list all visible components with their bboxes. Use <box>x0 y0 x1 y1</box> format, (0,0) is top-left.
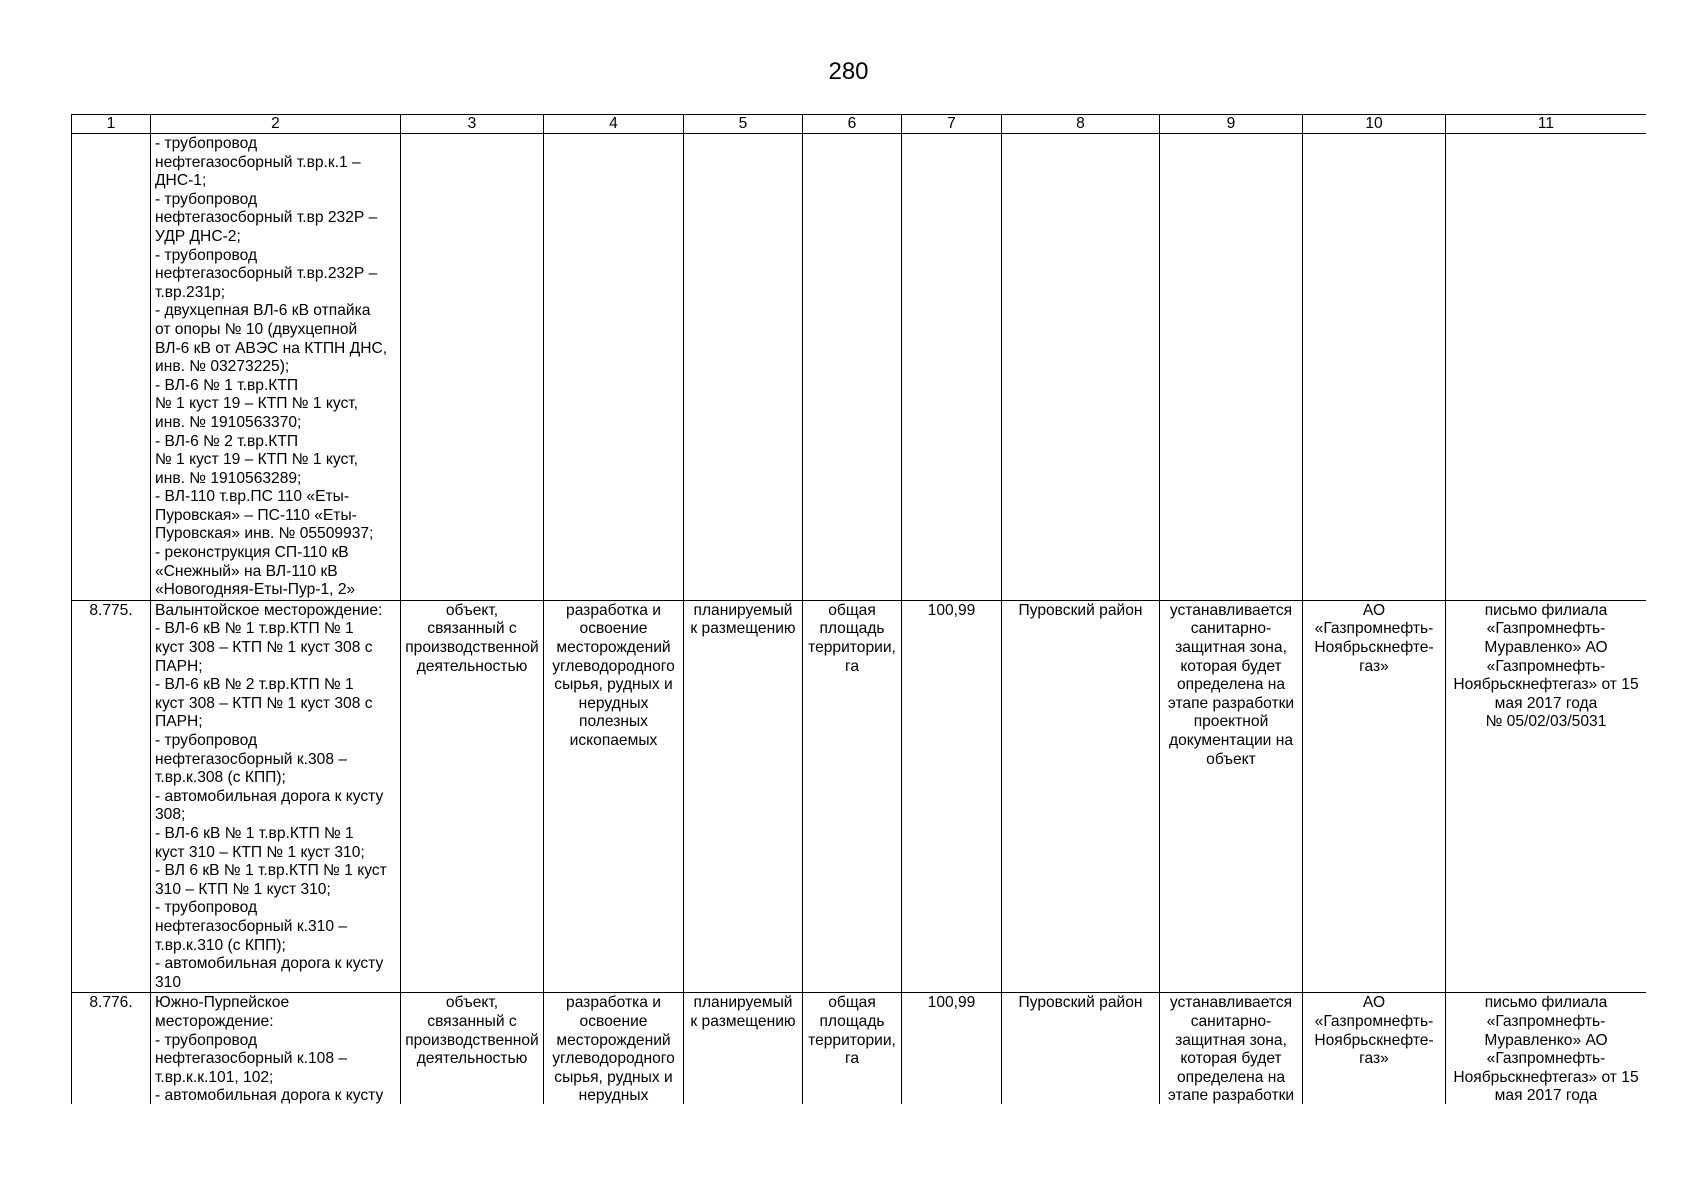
object-description-cell: - трубопровод нефтегазосборный т.вр.к.1 – ДНС-1; - трубопровод нефтегазосборный т.вр 232Р – УДР ДНС-2; - трубопровод нефтегазосборный т.вр.232Р – т.вр.231р; - двухцепная ВЛ-6 кВ отпайка от опоры № 10 (двухцепной ВЛ-6 кВ от АВЭС на КТПН ДНС, инв. № 03273225); - ВЛ-6 № 1 т.вр.КТП № 1 куст 19 – КТП № 1 куст, инв. № 1910563370; - ВЛ-6 № 2 т.вр.КТП № 1 куст 19 – КТП № 1 куст, инв. № 1910563289; - ВЛ-110 т.вр.ПС 110 «Еты- Пуровская» – ПС-110 «Еты- Пуровская» инв. № 05509937; - реконструкция СП-110 кВ «Снежный» на ВЛ-110 кВ «Новогодняя-Еты-Пур-1, 2» <box>151 134 401 601</box>
column-header: 9 <box>1160 115 1303 134</box>
location-cell: Пуровский район <box>1002 600 1160 992</box>
object-description-cell: Валынтойское месторождение: - ВЛ-6 кВ № 1 т.вр.КТП № 1 куст 308 – КТП № 1 куст 308 с ПАРН; - ВЛ-6 кВ № 2 т.вр.КТП № 1 куст 308 – КТП № 1 куст 308 с ПАРН; - трубопровод нефтегазосборный к.308 – т.вр.к.308 (с КПП); - автомобильная дорога к кусту 308; - ВЛ-6 кВ № 1 т.вр.КТП № 1 куст 310 – КТП № 1 куст 310; - ВЛ 6 кВ № 1 т.вр.КТП № 1 куст 310 – КТП № 1 куст 310; - трубопровод нефтегазосборный к.310 – т.вр.к.310 (с КПП); - автомобильная дорога к кусту 310 <box>151 600 401 992</box>
table-row <box>72 600 1647 992</box>
purpose-cell <box>544 134 684 601</box>
object-type-cell: объект, связанный с производственной деятельностью <box>401 993 544 1104</box>
table-row <box>72 134 1647 601</box>
parameter-cell <box>803 134 902 601</box>
purpose-cell: разработка и освоение месторождений углеводородного сырья, рудных и нерудных <box>544 993 684 1104</box>
status-cell: планируемый к размещению <box>684 600 803 992</box>
source-cell <box>1446 134 1647 601</box>
column-header: 10 <box>1303 115 1446 134</box>
status-cell <box>684 134 803 601</box>
location-cell <box>1002 134 1160 601</box>
document-table <box>71 114 1646 1104</box>
value-cell <box>902 134 1002 601</box>
column-header: 4 <box>544 115 684 134</box>
object-description-cell: Южно-Пурпейское месторождение: - трубопровод нефтегазосборный к.108 – т.вр.к.к.101, 102; - автомобильная дорога к кусту <box>151 993 401 1104</box>
table-row <box>72 993 1647 1104</box>
column-header: 11 <box>1446 115 1647 134</box>
value-cell: 100,99 <box>902 993 1002 1104</box>
zone-cell <box>1160 134 1303 601</box>
source-cell: письмо филиала «Газпромнефть- Муравленко» АО «Газпромнефть- Ноябрьскнефтегаз» от 15 мая 2017 года <box>1446 993 1647 1104</box>
value-cell: 100,99 <box>902 600 1002 992</box>
zone-cell: устанавливается санитарно- защитная зона, которая будет определена на этапе разработки проектной документации на объект <box>1160 600 1303 992</box>
purpose-cell: разработка и освоение месторождений углеводородного сырья, рудных и нерудных полезных ископаемых <box>544 600 684 992</box>
column-header: 1 <box>72 115 151 134</box>
object-type-cell <box>401 134 544 601</box>
table-header-row <box>72 115 1647 134</box>
column-header: 8 <box>1002 115 1160 134</box>
column-header: 6 <box>803 115 902 134</box>
row-number-cell: 8.775. <box>72 600 151 992</box>
location-cell: Пуровский район <box>1002 993 1160 1104</box>
column-header: 3 <box>401 115 544 134</box>
parameter-cell: общая площадь территории, га <box>803 993 902 1104</box>
status-cell: планируемый к размещению <box>684 993 803 1104</box>
source-cell: письмо филиала «Газпромнефть- Муравленко» АО «Газпромнефть- Ноябрьскнефтегаз» от 15 мая 2017 года № 05/02/03/5031 <box>1446 600 1647 992</box>
organization-cell: АО «Газпромнефть- Ноябрьскнефте- газ» <box>1303 600 1446 992</box>
organization-cell: АО «Газпромнефть- Ноябрьскнефте- газ» <box>1303 993 1446 1104</box>
row-number-cell: 8.776. <box>72 993 151 1104</box>
row-number-cell <box>72 134 151 601</box>
column-header: 5 <box>684 115 803 134</box>
column-header: 2 <box>151 115 401 134</box>
zone-cell: устанавливается санитарно- защитная зона, которая будет определена на этапе разработки <box>1160 993 1303 1104</box>
object-type-cell: объект, связанный с производственной деятельностью <box>401 600 544 992</box>
organization-cell <box>1303 134 1446 601</box>
column-header: 7 <box>902 115 1002 134</box>
page-number: 280 <box>828 58 869 85</box>
document-table-container <box>71 114 1646 1104</box>
parameter-cell: общая площадь территории, га <box>803 600 902 992</box>
